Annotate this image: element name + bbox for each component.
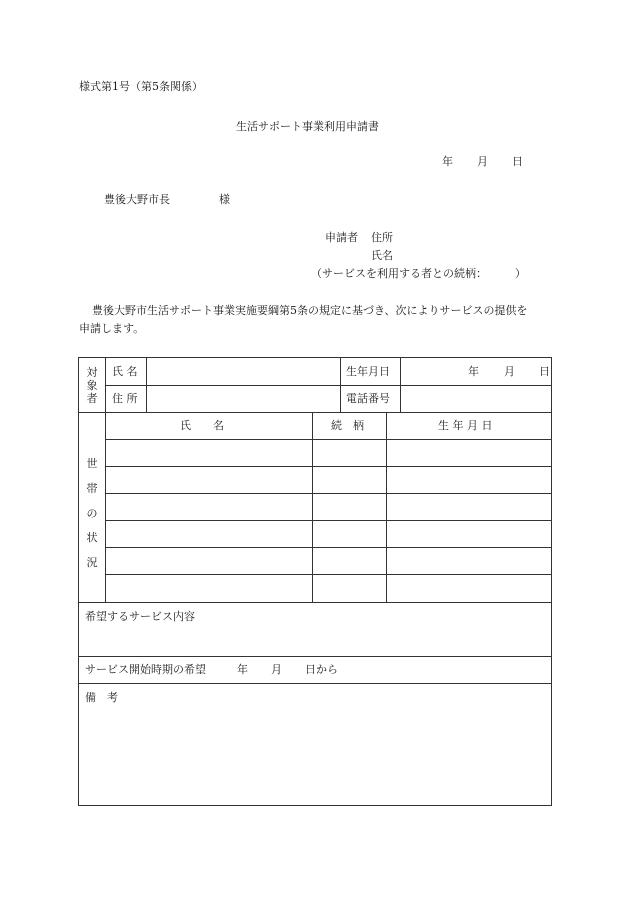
household-col-relation: 続 柄: [331, 419, 364, 432]
subject-name-label: 氏 名: [112, 365, 138, 378]
row-divider: [79, 412, 552, 413]
applicant-address-label: 住所: [371, 231, 393, 244]
row-divider: [105, 493, 552, 494]
start-period-year: 年: [237, 663, 248, 676]
body-text-line-2: 申請します。: [79, 322, 145, 335]
subject-label: [79, 358, 105, 412]
row-divider: [105, 574, 552, 575]
household-col-birth: 生 年 月 日: [438, 419, 493, 432]
honorific: 様: [219, 193, 230, 206]
household-label: [79, 455, 105, 570]
date-month: 月: [477, 155, 488, 168]
date-year: 年: [442, 155, 453, 168]
start-period-day-suffix: 日から: [305, 663, 338, 676]
row-divider: [79, 656, 552, 657]
subject-label-char: 象: [86, 378, 98, 392]
subject-address-label: 住 所: [112, 392, 138, 405]
column-divider: [312, 412, 313, 602]
date-day: 日: [512, 155, 523, 168]
row-divider: [79, 683, 552, 684]
column-divider: [146, 358, 147, 412]
column-divider: [105, 358, 106, 602]
subject-birth-day: 日: [539, 365, 550, 378]
column-divider: [386, 412, 387, 602]
start-period-label: サービス開始時期の希望: [85, 663, 206, 676]
subject-birth-label: 生年月日: [346, 365, 390, 378]
household-label-char: 況: [86, 556, 98, 569]
row-divider: [105, 385, 552, 386]
household-label-char: 状: [86, 531, 98, 545]
body-text-line-1: 豊後大野市生活サポート事業実施要綱第5条の規定に基づき、次によりサービスの提供を: [92, 304, 528, 317]
addressee: 豊後大野市長: [104, 193, 170, 206]
household-label-char: の: [86, 506, 98, 520]
subject-phone-label: 電話番号: [346, 392, 390, 405]
remarks-label: 備 考: [85, 691, 118, 704]
row-divider: [105, 466, 552, 467]
row-divider: [79, 602, 552, 603]
start-period-month: 月: [271, 663, 282, 676]
row-divider: [105, 439, 552, 440]
application-form-table: [78, 357, 552, 806]
applicant-name-label: 氏名: [371, 249, 393, 262]
service-content-label: 希望するサービス内容: [85, 610, 195, 623]
applicant-label: 申請者: [325, 231, 358, 244]
subject-label-char: 者: [86, 391, 98, 405]
column-divider: [400, 358, 401, 412]
subject-birth-year: 年: [468, 365, 479, 378]
subject-birth-month: 月: [504, 365, 515, 378]
relation-note-close: ）: [515, 267, 526, 280]
subject-label-char: 対: [86, 365, 98, 379]
household-label-char: 帯: [86, 481, 98, 495]
row-divider: [105, 547, 552, 548]
relation-note: （サービスを利用する者との続柄：: [311, 267, 487, 280]
household-label-char: 世: [86, 457, 98, 470]
column-divider: [340, 358, 341, 412]
form-number: 様式第1号（第5条関係）: [79, 80, 203, 93]
row-divider: [105, 520, 552, 521]
document-title: 生活サポート事業利用申請書: [236, 120, 379, 133]
household-col-name: 氏 名: [180, 419, 224, 432]
